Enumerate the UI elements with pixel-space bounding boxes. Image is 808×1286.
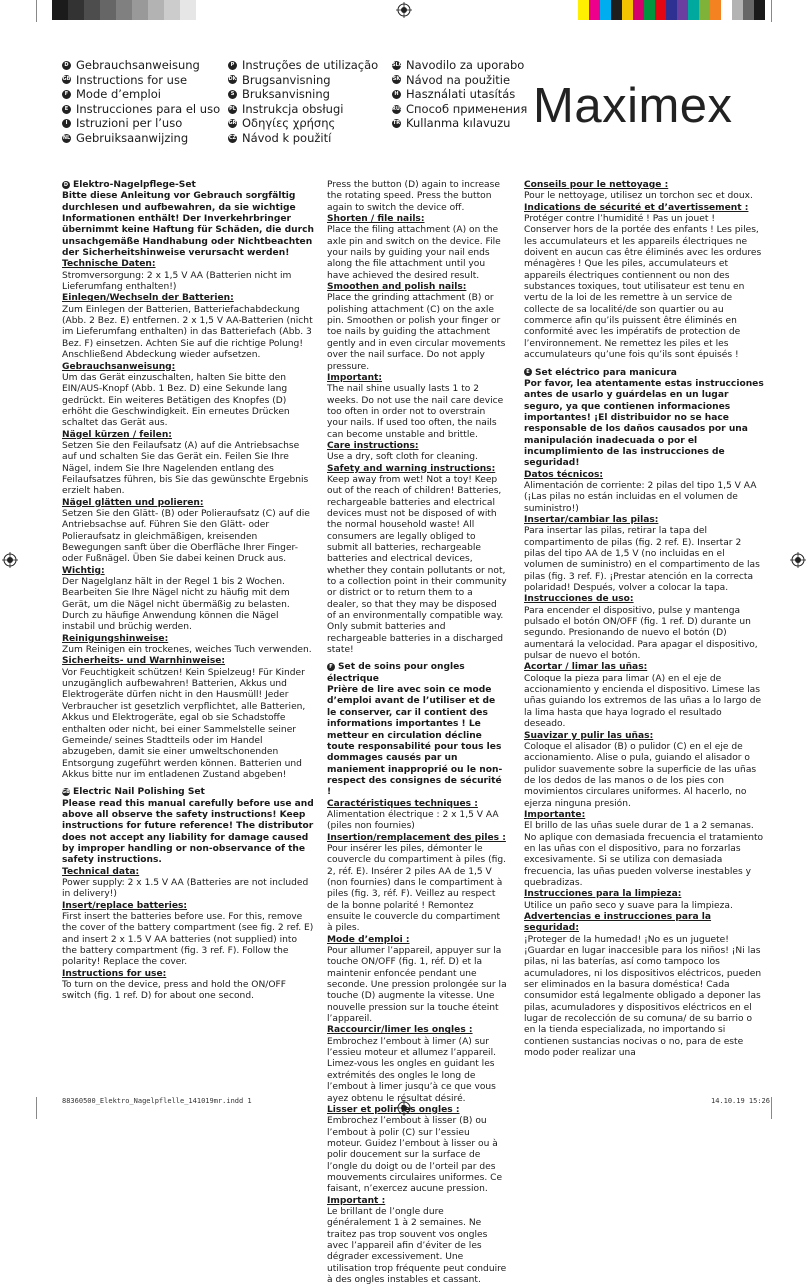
paragraph: Coloque la pieza para limar (A) en el eje de accionamiento y encienda el dispositivo. Limese las uñas guiando los extremos de las uñas a lo largo de la lima hasta que haya logrado el resultado deseado.: [524, 673, 762, 730]
subheading: Datos técnicos:: [524, 469, 604, 480]
subheading: Instrucciones para la limpieza:: [524, 889, 682, 900]
paragraph: Power supply: 2 x 1.5 V AA (Batteries are not included in delivery!): [62, 877, 309, 900]
language-item: [392, 73, 527, 88]
color-swatch: [100, 0, 116, 20]
language-label: Használati utasítás: [406, 87, 516, 102]
language-item: [392, 116, 527, 131]
subheading: Caractéristiques techniques :: [327, 798, 478, 809]
subheading: Raccourcir/limer les ongles :: [327, 1025, 473, 1036]
column-1: [62, 180, 314, 1003]
language-item: [62, 131, 220, 146]
footer-file: 88360500_Elektro_Nagelpflelle_141019mr.indd 1: [62, 1097, 252, 1105]
intro-paragraph: Please read this manual carefully before use and above all observe the safety instructions! Keep instructions for future reference! The distributor does not accept any liability for damage caused by improper handling or non-observance of the safety instructions.: [62, 798, 314, 866]
language-code-badge: D: [63, 181, 69, 188]
language-item: [228, 73, 378, 88]
color-swatch: [180, 0, 196, 20]
color-swatch: [699, 0, 710, 20]
paragraph: Zum Einlegen der Batterien, Batteriefachabdeckung (Abb. 2 Bez. E) entfernen. 2 x 1,5 V AA-Batterien (nicht im Lieferumfang enthalten) in das Batteriefach (Abb. 3 Bez. F) einsetzen. Achten Sie auf die richtige Polung! Anschließend Abdeckung wieder aufsetzen.: [62, 304, 313, 361]
language-code-badge: TR: [392, 120, 401, 127]
language-label: Istruzioni per l’uso: [76, 116, 183, 131]
subheading: Einlegen/Wechseln der Batterien:: [62, 293, 234, 304]
language-list-1: [62, 58, 220, 146]
section-heading: [524, 368, 764, 379]
language-code-badge: PL: [229, 105, 236, 112]
language-item: [228, 102, 378, 117]
language-item: [228, 131, 378, 146]
crop-line: [36, 1097, 37, 1119]
paragraph: Protéger contre l’humidité ! Pas un jouet ! Conserver hors de la portée des enfants ! Les piles, les accumulateurs et les appareils électriques ne doivent en aucun cas être éliminés avec les ordures ménagères ! Que les piles, accumulateurs et appareils électriques contiennent ou non des substances toxiques, tout utilisateur est tenu en vertu de la loi de les remettre à un service de collecte de sa localité/de son quartier ou au commerce afin qu’ils puissent être éliminés en conformité avec les impératifs de protection de l’environnement. Ne remettez les piles et les accumulateurs qu’une fois qu’ils sont épuisés !: [524, 214, 762, 361]
language-label: Instruções de utilização: [242, 58, 379, 72]
subheading: Acortar / limar las uñas:: [524, 662, 648, 673]
subheading: Wichtig:: [62, 565, 105, 576]
language-code-badge: S: [228, 90, 237, 99]
paragraph: Stromversorgung: 2 x 1,5 V AA (Batterien nicht im Lieferumfang enthalten!): [62, 270, 292, 293]
section-title: Set eléctrico para manicura: [535, 367, 677, 378]
paragraph: Embrochez l’embout à lisser (B) ou l’embout à polir (C) sur l’essieu moteur. Guidez l’embout à lisser ou à polir doucement sur la surface de l’ongle du doigt ou de l’orteil par des mouvements circulaires uniformes. Ce faisant, n’exercez aucune pression.: [327, 1116, 503, 1195]
subheading: Indications de sécurité et d’avertissement :: [524, 202, 749, 213]
color-swatch: [743, 0, 754, 20]
subheading: Technical data:: [62, 866, 140, 877]
paragraph: The nail shine usually lasts 1 to 2 weeks. Do not use the nail care device too often in order not to overstrain your nails. If used too often, the nails can become unstable and brittle.: [327, 384, 504, 440]
color-swatch: [611, 0, 622, 20]
subheading: Nägel glätten und polieren:: [62, 497, 204, 508]
paragraph: Embrochez l’embout à limer (A) sur l’essieu moteur et allumez l’appareil. Limez-vous les ongles en guidant les extrémités des ongles le long de l’embout à limer jusqu’à ce que vous ayez obtenu le résultat désiré.: [327, 1036, 496, 1104]
language-code-badge: E: [62, 105, 71, 114]
subheading: Suavizar y pulir las uñas:: [524, 730, 654, 741]
language-label: Navodilo za uporabo: [406, 58, 525, 72]
footer-date: 14.10.19 15:26: [710, 1097, 770, 1105]
intro-paragraph: Prière de lire avec soin ce mode d’emploi avant de l’utiliser et de le conserver, car il contient des informations importantes ! Le metteur en circulation décline toute responsabilité pour tous les dommages causés par un maniement inapproprié ou le non-respect des consignes de sécurité !: [327, 685, 503, 798]
language-item: [62, 116, 220, 131]
brand-logo: Maximex: [533, 79, 733, 133]
paragraph: Pour insérer les piles, démonter le couvercle du compartiment à piles (fig. 2, réf. E). Insérer 2 piles AA de 1,5 V (non fournies) dans le compartiment à piles (fig. 3, réf. F). Veillez au respect de la bonne polarité ! Remontez ensuite le couvercle du compartiment à piles.: [327, 843, 507, 934]
crop-line: [36, 0, 37, 22]
section-heading: [62, 787, 314, 798]
language-item: [392, 102, 527, 117]
language-code-badge: CZ: [228, 134, 237, 141]
language-list-2: [228, 58, 378, 146]
paragraph: Use a dry, soft cloth for cleaning.: [327, 452, 478, 463]
paragraph: Para encender el dispositivo, pulse y mantenga pulsado el botón ON/OFF (fig. 1 ref. D) durante un segundo. Presionando de nuevo el botón (D) aumentará la velocidad. Para apagar el dispositivo, pulsar de nuevo el botón.: [524, 605, 758, 662]
paragraph: Keep away from wet! Not a toy! Keep out of the reach of children! Batteries, rechargeable batteries and electrical devices must not be disposed of with the normal household waste! All consumers are legally obliged to submit all batteries, rechargeable batteries and electrical devices, whether they contain pollutants or not, to a collection point in their community or district or to return them to a dealer, so that they may be disposed of an environmentally compatible way. Only submit batteries and rechargeable batteries in a discharged state!: [327, 474, 507, 656]
paragraph: Zum Reinigen ein trockenes, weiches Tuch verwenden.: [62, 645, 312, 656]
color-swatch: [36, 0, 52, 20]
color-swatch: [84, 0, 100, 20]
color-swatch: [754, 0, 765, 20]
color-swatch: [644, 0, 655, 20]
language-item: [392, 87, 527, 102]
language-label: Bruksanvisning: [242, 87, 330, 102]
paragraph: Vor Feuchtigkeit schützen! Kein Spielzeug! Für Kinder unzugänglich aufbewahren! Batterien, Akkus und Elektrogeräte dürfen nicht in den Hausmüll! Jeder Verbraucher ist gesetzlich verpflichtet, alle Batterien, Akkus und Elektrogeräte, egal ob sie Schadstoffe enthalten oder nicht, bei einer Sammelstelle seiner Gemeinde/ seines Stadtteils oder im Handel abzugeben, damit sie einer umweltschonenden Entsorgung zugeführt werden können. Batterien und Akkus bitte nur im entladenen Zustand abgeben!: [62, 667, 306, 780]
language-code-badge: DK: [228, 76, 237, 83]
subheading: Insertion/remplacement des piles :: [327, 832, 506, 843]
color-swatch: [710, 0, 721, 20]
language-item: [392, 58, 527, 73]
language-code-badge: D: [62, 61, 71, 70]
color-swatch: [688, 0, 699, 20]
subheading: Smoothen and polish nails:: [327, 282, 467, 293]
registration-mark-left-icon: [2, 552, 18, 568]
subheading: Reinigungshinweise:: [62, 633, 169, 644]
subheading: Important:: [327, 372, 383, 383]
language-code-badge: E: [524, 368, 532, 376]
color-bar: [578, 0, 765, 20]
language-label: Mode d’emploi: [76, 87, 161, 102]
crop-line: [771, 0, 772, 22]
paragraph: Place the filing attachment (A) on the axle pin and switch on the device. File your nails by guiding your nail ends along the file attachment until you have achieved the desired result.: [327, 225, 501, 281]
subheading: Important :: [327, 1195, 386, 1206]
subheading: Nägel kürzen / feilen:: [62, 429, 172, 440]
language-label: Brugsanvisning: [242, 72, 331, 87]
language-code-badge: NL: [62, 134, 71, 141]
section-title: Elektro-Nagelpflege-Set: [73, 180, 196, 190]
color-swatch: [52, 0, 68, 20]
language-code-badge: RUS: [392, 105, 404, 112]
subheading: Mode d’emploi :: [327, 934, 410, 945]
language-label: Instrukcja obsługi: [242, 101, 344, 116]
language-label: Návod k použití: [242, 130, 332, 145]
greyscale-bar: [36, 0, 196, 20]
language-item: [62, 87, 220, 102]
paragraph: ¡Proteger de la humedad! ¡No es un juguete! ¡Guardar en lugar inaccesible para los niños! ¡Ni las pilas, ni las baterías, así como tampoco los acumuladores, ni los dispositivos eléctricos, pueden ser eliminados en la basura doméstica! Cada consumidor está legalmente obligado a deponer las pilas, acumuladores y dispositivos eléctricos en el lugar de recolección de su comuna/ de su barrio o en la tienda especializada, no importando si contienen sustancias nocivas o no, para de este modo poder realizar una: [524, 934, 762, 1059]
language-label: Instructions for use: [76, 72, 188, 87]
language-item: [228, 87, 378, 102]
section-title: Electric Nail Polishing Set: [73, 787, 205, 798]
paragraph: Place the grinding attachment (B) or polishing attachment (C) on the axle pin. Smoothen or polish your finger or toe nails by guiding the attachment gently and in even circular movements over the nail surface. Do not apply pressure.: [327, 293, 506, 372]
language-label: Gebrauchsanweisung: [76, 58, 200, 72]
paragraph: El brillo de las uñas suele durar de 1 a 2 semanas. No aplique con demasiada frecuencia el tratamiento en las uñas con el dispositivo, para no forzarlas excesivamente. Si se utiliza con demasiada frecuencia, las uñas pueden volverse inestables y quebradizas.: [524, 821, 764, 888]
section-title: Set de soins pour ongles électrique: [327, 662, 465, 684]
language-code-badge: SLO: [392, 61, 403, 68]
color-swatch: [116, 0, 132, 20]
intro-paragraph: Bitte diese Anleitung vor Gebrauch sorgfältig durchlesen und aufbewahren, da sie wichtige Informationen enthält! Der Inverkehrbringer übernimmt keine Haftung für Schäden, die durch unsachgemäße Handhabung oder Nichtbeachten der Sicherheitshinweise verursacht werden!: [62, 191, 314, 259]
paragraph: Setzen Sie den Glätt- (B) oder Polieraufsatz (C) auf die Antriebsachse auf. Führen Sie den Glätt- oder Polieraufsatz in gleichmäßigen, kreisenden Bewegungen sanft über die Oberfläche Ihrer Finger- oder Fußnägel. Üben Sie dabei keinen Druck aus.: [62, 508, 310, 565]
color-swatch: [164, 0, 180, 20]
language-label: Способ применения: [406, 101, 528, 116]
color-swatch: [132, 0, 148, 20]
language-code-badge: H: [392, 90, 401, 99]
paragraph: Utilice un paño seco y suave para la limpieza.: [524, 900, 733, 911]
paragraph: To turn on the device, press and hold the ON/OFF switch (fig. 1 ref. D) for about one second.: [62, 980, 286, 1002]
language-code-badge: SK: [392, 76, 401, 83]
paragraph: Coloque el alisador (B) o pulidor (C) en el eje de accionamiento. Alise o pula, guiando el alisador o pulidor suavemente sobre la superficie de las uñas de los dedos de las manos o de los pies con movimientos circulares uniformes. Al hacerlo, no ejerza ninguna presión.: [524, 741, 757, 809]
language-code-badge: F: [327, 663, 335, 671]
subheading: Instrucciones de uso:: [524, 594, 634, 605]
color-swatch: [578, 0, 589, 20]
color-swatch: [677, 0, 688, 20]
subheading: Instructions for use:: [62, 968, 167, 979]
paragraph: Pour le nettoyage, utilisez un torchon sec et doux.: [524, 191, 753, 202]
color-swatch: [633, 0, 644, 20]
intro-paragraph: Por favor, lea atentamente estas instrucciones antes de usarlo y guárdelas en un lugar seguro, ya que contienen informaciones importantes! ¡El distribuidor no se hace responsable de los daños causados por una manipulación inadecuada o por el incumplimiento de las instrucciones de seguridad!: [524, 378, 764, 469]
section-heading: [62, 180, 314, 191]
language-label: Návod na použitie: [406, 72, 511, 87]
subheading: Sicherheits- und Warnhinweise:: [62, 656, 226, 667]
subheading: Advertencias e instrucciones para la seguridad:: [524, 912, 712, 934]
paragraph: Alimentation électrique : 2 x 1,5 V AA (piles non fournies): [327, 809, 499, 832]
paragraph: Para insertar las pilas, retirar la tapa del compartimento de pilas (fig. 2 ref. E). Insertar 2 pilas del tipo AA de 1,5 V (no incluidas en el volumen de suministro) en el compartimento de las pilas (fig. 3 ref. F). ¡Prestar atención en la correcta polaridad! Después, volver a colocar la tapa.: [524, 526, 760, 594]
subheading: Insertar/cambiar las pilas:: [524, 514, 659, 525]
color-swatch: [666, 0, 677, 20]
language-item: [62, 73, 220, 88]
subheading: Lisser et polir les ongles :: [327, 1104, 460, 1115]
paragraph: Le brillant de l’ongle dure généralement 1 à 2 semaines. Ne traitez pas trop souvent vos ongles avec l’appareil afin d’éviter de les dégrader excessivement. Une utilisation trop fréquente peut conduire à des ongles instables et cassant.: [327, 1206, 507, 1285]
crop-line: [771, 1097, 772, 1119]
language-code-badge: GR: [228, 120, 237, 127]
color-swatch: [68, 0, 84, 20]
language-item: [62, 102, 220, 117]
language-code-badge: P: [228, 61, 237, 70]
subheading: Gebrauchsanweisung:: [62, 361, 176, 372]
paragraph: Um das Gerät einzuschalten, halten Sie bitte den EIN/AUS-Knopf (Abb. 1 Bez. D) eine Sekunde lang gedrückt. Ein weiteres Betätigen des Knopfes (D) erhöht die Geschwindigkeit. Ein erneutes Drücken schaltet das Gerät aus.: [62, 372, 290, 429]
language-list-3: [392, 58, 527, 131]
paragraph: Der Nagelglanz hält in der Regel 1 bis 2 Wochen. Bearbeiten Sie Ihre Nägel nicht zu häufig mit dem Gerät, um die Nägel nicht übermäßig zu belasten. Durch zu häufige Anwendung können die Nägel instabil und brüchig werden.: [62, 577, 290, 633]
language-item: [228, 58, 378, 73]
subheading: Shorten / file nails:: [327, 214, 425, 225]
paragraph: Setzen Sie den Feilaufsatz (A) auf die Antriebsachse auf und schalten Sie das Gerät ein. Feilen Sie Ihre Nägel, indem Sie Ihre Nagelenden entlang des Feilaufsatzes führen, bis Sie das gewünschte Ergebnis erzielt haben.: [62, 440, 309, 497]
language-code-badge: F: [62, 90, 71, 99]
language-code-badge: GB: [62, 76, 71, 83]
subheading: Conseils pour le nettoyage :: [524, 180, 669, 190]
color-swatch: [732, 0, 743, 20]
paragraph: First insert the batteries before use. For this, remove the cover of the battery compartment (see fig. 2 ref. E) and insert 2 x 1.5 V AA batteries (not supplied) into the battery compartment (fig. 3 ref. F). Follow the polarity! Replace the cover.: [62, 912, 314, 968]
language-label: Οδηγίες χρήσης: [242, 116, 336, 131]
paragraph: Pour allumer l’appareil, appuyer sur la touche ON/OFF (fig. 1, réf. D) et la maintenir enfoncée pendant une seconde. Une pression prolongée sur la touche (D) augmente la vitesse. Une nouvelle pression sur la touche éteint l’appareil.: [327, 946, 507, 1025]
language-code-badge: GB: [62, 788, 70, 795]
language-item: [228, 116, 378, 131]
column-3: [524, 180, 764, 1059]
color-swatch: [655, 0, 666, 20]
registration-mark-top-icon: [396, 2, 412, 18]
paragraph: Alimentación de corriente: 2 pilas del tipo 1,5 V AA (¡Las pilas no están incluidas en el volumen de suministro!): [524, 480, 757, 514]
language-label: Instrucciones para el uso: [76, 101, 221, 116]
subheading: Insert/replace batteries:: [62, 900, 188, 911]
registration-mark-right-icon: [790, 552, 806, 568]
color-swatch: [589, 0, 600, 20]
language-label: Gebruiksaanwijzing: [76, 130, 189, 145]
subheading: Care instructions:: [327, 440, 419, 451]
color-swatch: [721, 0, 732, 20]
language-code-badge: I: [62, 119, 71, 128]
subheading: Safety and warning instructions:: [327, 463, 496, 474]
language-label: Kullanma kılavuzu: [406, 116, 511, 131]
color-swatch: [622, 0, 633, 20]
language-item: [62, 58, 220, 73]
column-2: [327, 180, 507, 1286]
color-swatch: [600, 0, 611, 20]
color-swatch: [148, 0, 164, 20]
section-heading: [327, 662, 507, 685]
paragraph: Press the button (D) again to increase the rotating speed. Press the button again to switch the device off.: [327, 180, 500, 213]
subheading: Technische Daten:: [62, 259, 156, 270]
subheading: Importante:: [524, 809, 586, 820]
